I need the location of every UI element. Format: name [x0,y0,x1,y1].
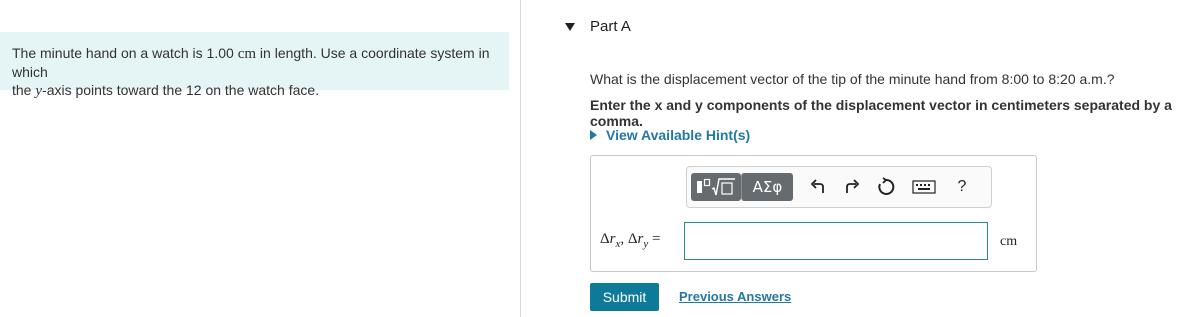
problem-statement [0,32,509,99]
r-symbol: r [609,231,616,247]
problem-text: -axis points toward the 12 on the watch face. [42,82,320,98]
keyboard-icon [912,180,936,194]
question-text: What is the displacement vector of the tip of the minute hand from 8:00 to 8:20 a.m.? [590,71,1115,87]
collapse-triangle-icon[interactable] [565,23,575,31]
problem-line-1 [12,44,497,81]
answer-unit: cm [1000,234,1018,249]
help-button[interactable] [949,175,975,199]
part-header[interactable] [565,18,631,35]
delta-symbol: Δ [600,231,610,247]
delta-symbol: Δ [627,231,638,247]
problem-text: The minute hand on a watch is 1.00 [12,45,238,61]
problem-text: in length. Use a coordinate system in which [12,45,490,80]
subscript-x: x [615,238,621,250]
expand-triangle-icon [590,130,597,140]
reset-icon [876,177,896,197]
previous-answers-link[interactable]: Previous Answers [679,289,792,304]
templates-button[interactable] [691,173,741,201]
redo-icon [843,178,861,196]
panel-divider [520,0,521,317]
templates-icon [694,176,738,198]
subscript-y: y [643,238,649,250]
undo-button[interactable] [805,175,831,199]
equals-sign: = [648,231,661,247]
help-icon: ? [957,178,967,195]
part-title: Part A [590,18,631,35]
redo-button[interactable] [839,175,865,199]
problem-line-2 [12,81,497,100]
problem-text: the [12,82,36,98]
view-hints-link[interactable] [590,127,750,143]
answer-expression-label [600,231,661,250]
undo-icon [809,178,827,196]
math-toolbar [686,166,992,208]
instruction-text: Enter the x and y components of the displacement vector in centimeters separated by a comma. [590,97,1172,129]
unit-cm: cm [237,46,257,62]
hint-label: View Available Hint(s) [606,127,751,143]
answer-input[interactable] [684,222,988,260]
r-symbol: r [637,231,644,247]
submit-button[interactable]: Submit [590,283,659,311]
reset-button[interactable] [873,175,899,199]
greek-symbols-button[interactable] [741,173,793,201]
variable-y: y [35,83,43,99]
keyboard-button[interactable] [911,175,937,199]
comma-separator: , [620,231,628,247]
greek-symbols-icon: ΑΣφ [752,178,783,196]
